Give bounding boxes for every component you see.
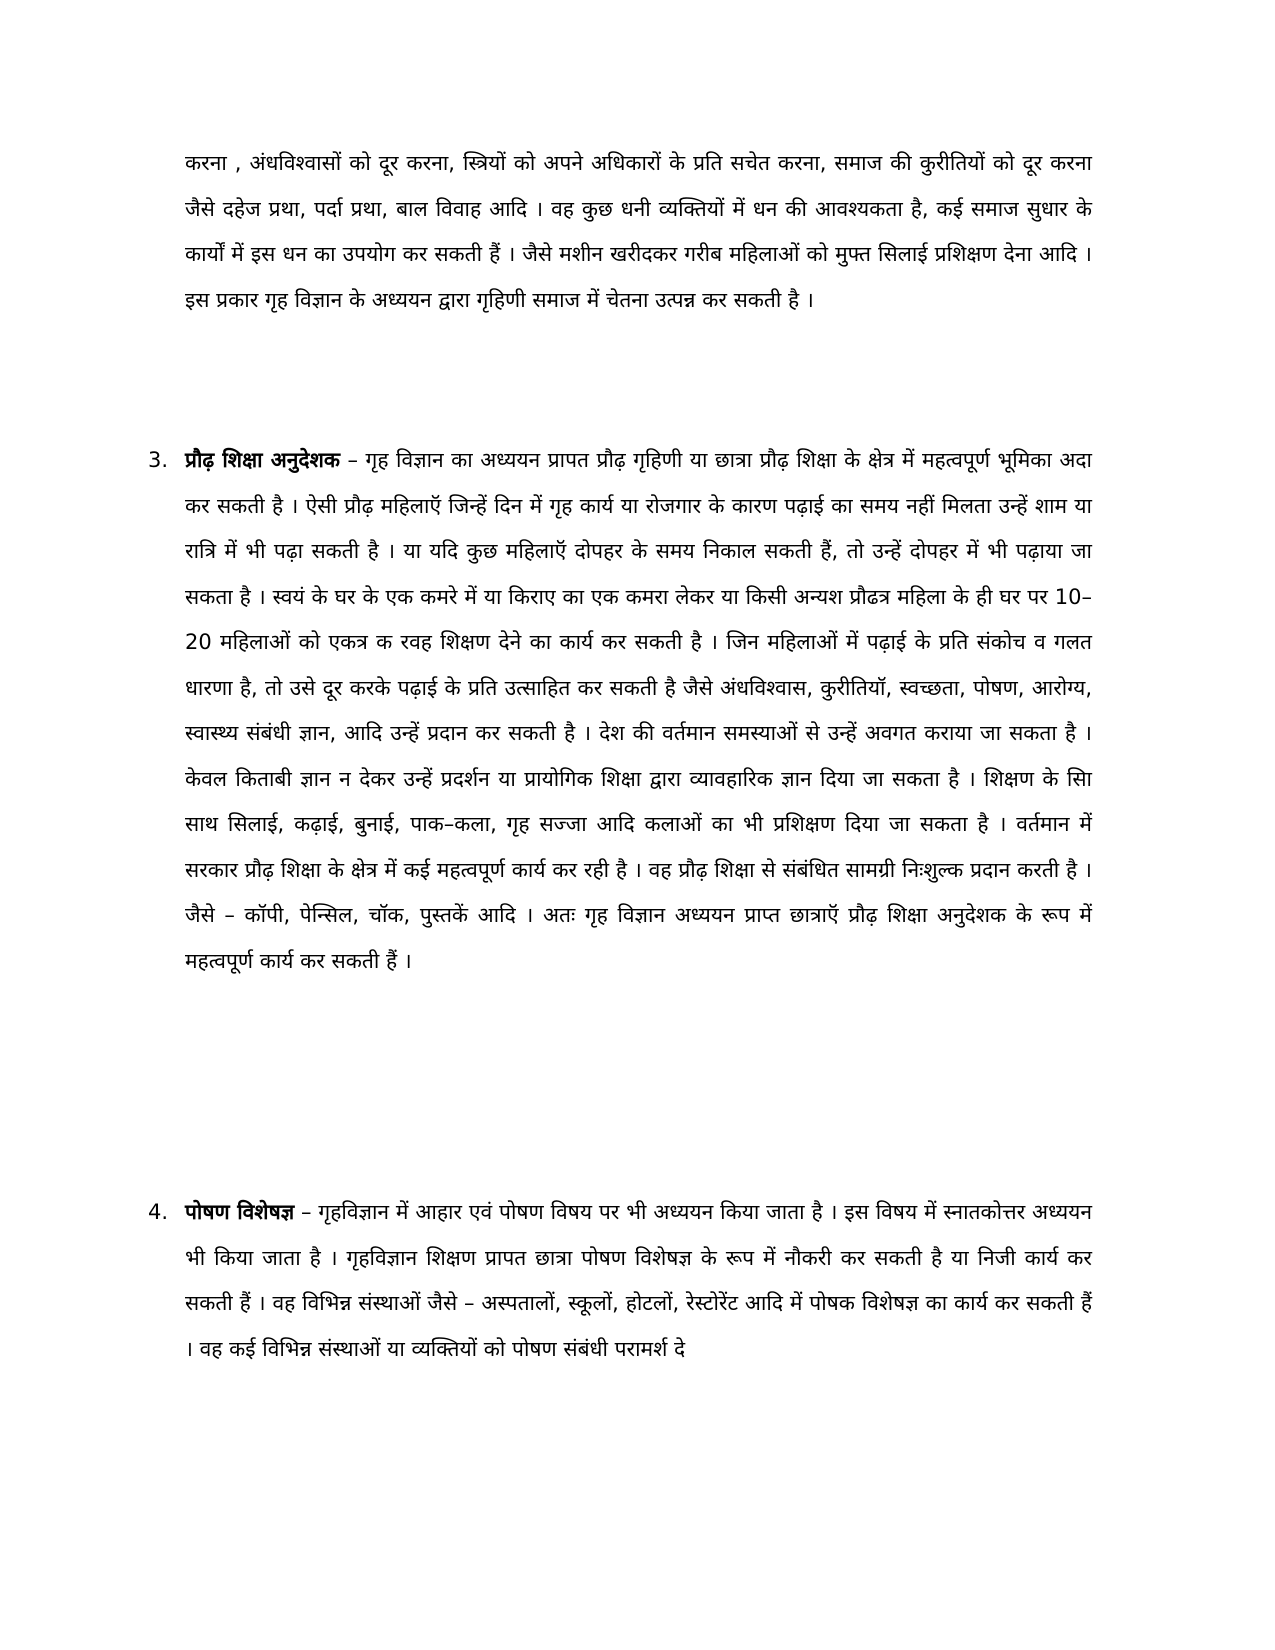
item-heading-4: पोषण विशेषज्ञ (185, 1200, 295, 1224)
item-paragraph-3 (185, 438, 1092, 984)
item-separator-3: – (339, 448, 366, 472)
intro-text: करना , अंधविश्वासों को दूर करना, स्त्रियों को अपने अधिकारों के प्रति सचेत करना, समाज की कुरीतियों को दूर करना जैसे दहेज प्रथा, पर्दा प्रथा, बाल विवाह आदि । वह कुछ धनी व्यक्तियों में धन की आवश्यकता है, कई समाज सुधार के कार्यों में इस धन का उपयोग कर सकती हैं । जैसे मशीन खरीदकर गरीब महिलाओं को मुफ्त सिलाई प्रशिक्षण देना आदि । इस प्रकार गृह विज्ञान के अध्ययन द्वारा गृहिणी समाज में चेतना उत्पन्न कर सकती है । (185, 151, 1092, 312)
intro-paragraph (185, 141, 1092, 323)
item-body-4: गृहविज्ञान में आहार एवं पोषण विषय पर भी अध्ययन किया जाता है । इस विषय में स्नातकोत्तर अध्ययन भी किया जाता है । गृहविज्ञान शिक्षण प्रापत छात्रा पोषण विशेषज्ञ के रूप में नौकरी कर सकती है या निजी कार्य कर सकती हैं । वह विभिन्न संस्थाओं जैसे – अस्पतालों, स्कूलों, होटलों, रेस्टोरेंट आदि में पोषक विशेषज्ञ का कार्य कर सकती हैं । वह कई विभिन्न संस्थाओं या व्यक्तियों को पोषण संबंधी परामर्श दे (185, 1200, 1092, 1361)
item-separator-4: – (294, 1200, 319, 1224)
item-number-4: 4. (148, 1200, 169, 1224)
item-heading-3: प्रौढ़ शिक्षा अनुदेशक (185, 448, 340, 472)
item-body-3: गृह विज्ञान का अध्ययन प्रापत प्रौढ़ गृहिणी या छात्रा प्रौढ़ शिक्षा के क्षेत्र में महत्वपूर्ण भूमिका अदा कर सकती है । ऐसी प्रौढ़ महिलाऍ जिन्हें दिन में गृह कार्य या रोजगार के कारण पढ़ाई का समय नहीं मिलता उन्हें शाम या रात्रि में भी पढ़ा सकती है । या यदि कुछ महिलाऍ दोपहर के समय निकाल सकती हैं, तो उन्हें दोपहर में भी पढ़ाया जा सकता है । स्वयं के घर के एक कमरे में या किराए का एक कमरा लेकर या किसी अन्यश प्रौढत्र महिला के ही घर पर 10–20 महिलाओं को एकत्र क रवह शिक्षण देने का कार्य कर सकती है । जिन महिलाओं में पढ़ाई के प्रति संकोच व गलत धारणा है, तो उसे दूर करके पढ़ाई के प्रति उत्साहित कर सकती है जैसे अंधविश्वास, कुरीतियॉ, स्वच्छता, पोषण, आरोग्य, स्वास्थ्य संबंधी ज्ञान, आदि उन्हें प्रदान कर सकती है । देश की वर्तमान समस्याओं से उन्हें अवगत कराया जा सकता है । केवल किताबी ज्ञान न देकर उन्हें प्रदर्शन या प्रायोगिक शिक्षा द्वारा व्यावहारिक ज्ञान दिया जा सकता है । शिक्षण के साि साथ सिलाई, कढ़ाई, बुनाई, पाक–कला, गृह सज्जा आदि कलाओं का भी प्रशिक्षण दिया जा सकता है । वर्तमान में सरकार प्रौढ़ शिक्षा के क्षेत्र में कई महत्वपूर्ण कार्य कर रही है । वह प्रौढ़ शिक्षा से संबंधित सामग्री निःशुल्क प्रदान करती है । जैसे – कॉपी, पेन्सिल, चॉक, पुस्तकें आदि । अतः गृह विज्ञान अध्ययन प्राप्त छात्राऍ प्रौढ़ शिक्षा अनुदेशक के रूप में महत्वपूर्ण कार्य कर सकती हैं । (185, 448, 1092, 973)
item-paragraph-4 (185, 1190, 1092, 1372)
item-number-3: 3. (148, 448, 169, 472)
